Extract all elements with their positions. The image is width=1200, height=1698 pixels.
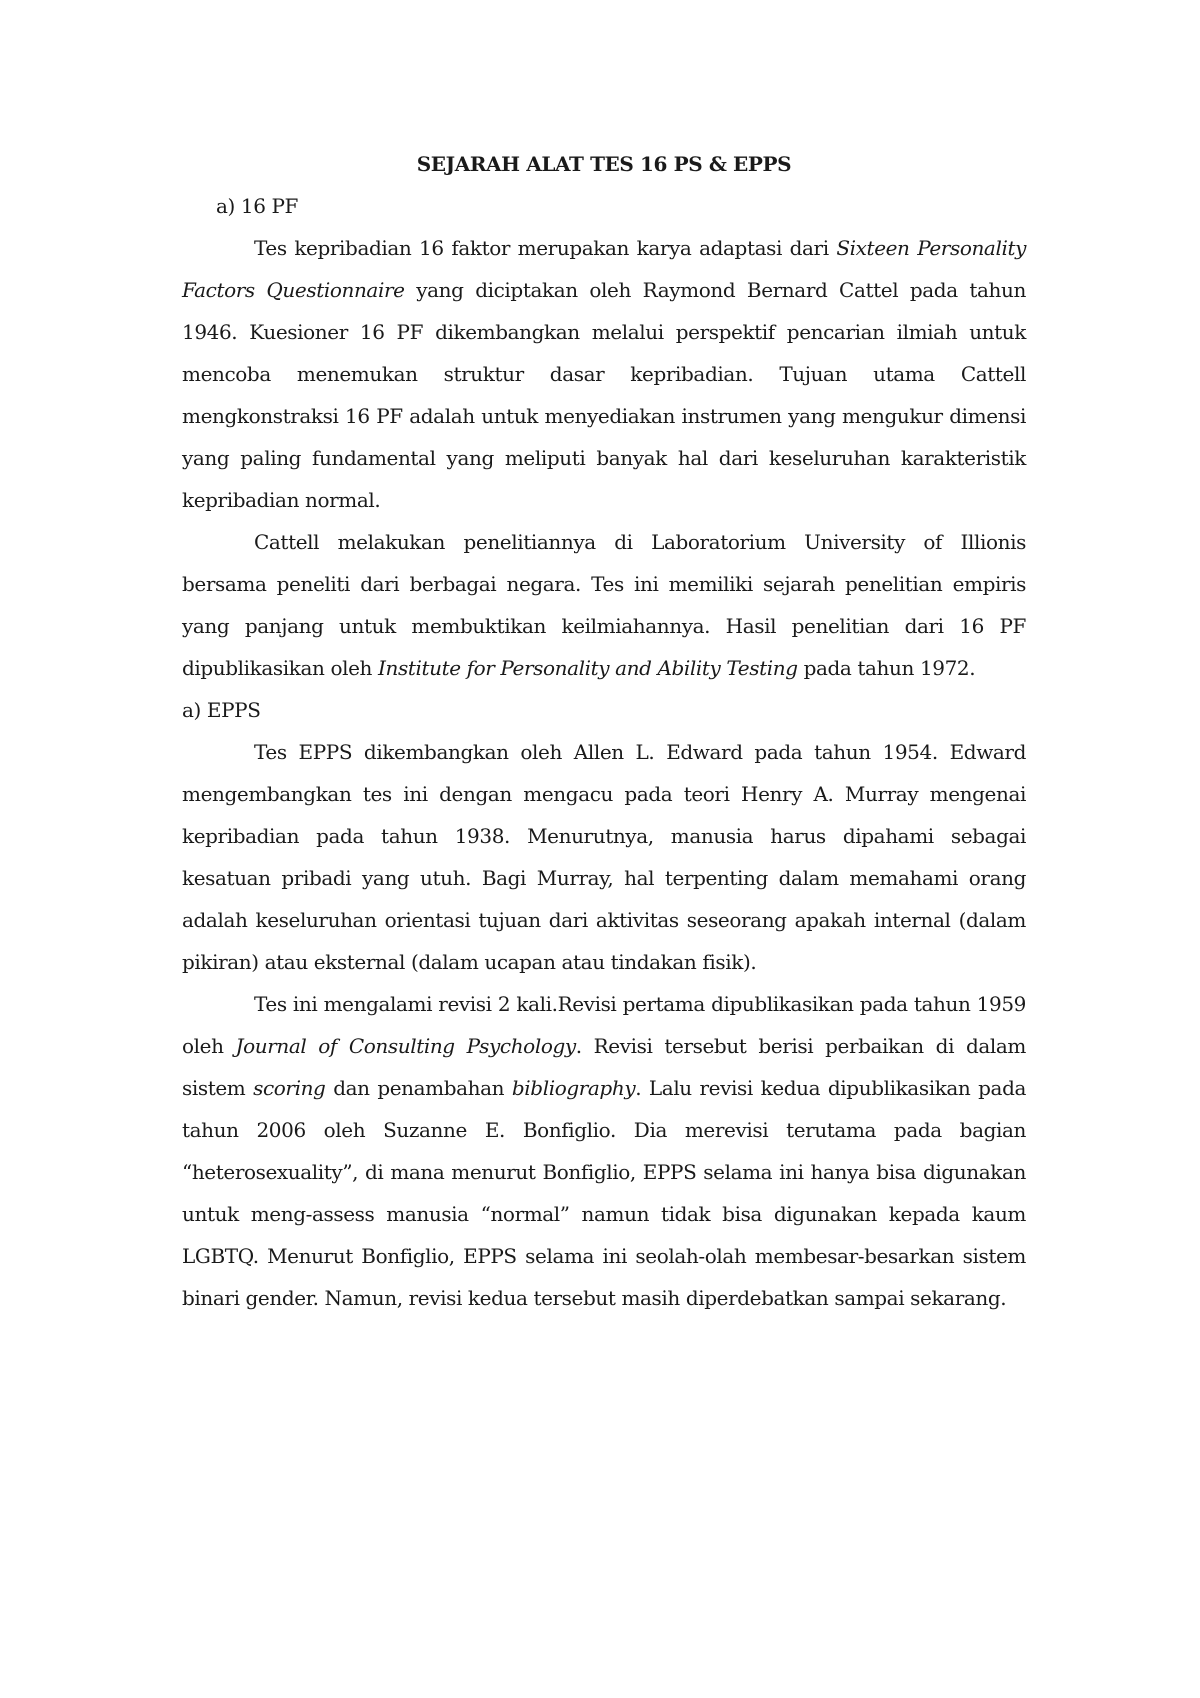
italic-text-run: Journal of Consulting Psychology bbox=[235, 1034, 576, 1058]
text-run: yang diciptakan oleh Raymond Bernard Cattel pada tahun 1946. Kuesioner 16 PF dikembangkan melalui perspektif pencarian ilmiah untuk mencoba menemukan struktur dasar kepribadian. Tujuan utama Cattell mengkonstraksi 16 PF adalah untuk menyediakan instrumen yang mengukur dimensi yang paling fundamental yang meliputi banyak hal dari keseluruhan karakteristik kepribadian normal. bbox=[182, 278, 1026, 512]
text-run: . Revisi tersebut berisi perbaikan di dalam sistem bbox=[182, 1034, 1026, 1100]
section-heading-16pf: a) 16 PF bbox=[216, 194, 299, 218]
italic-text-run: Institute for Personality and Ability Testing bbox=[377, 656, 798, 680]
text-run: pada tahun 1972. bbox=[797, 656, 976, 680]
text-run: Tes kepribadian 16 faktor merupakan karya adaptasi dari bbox=[254, 236, 837, 260]
text-run: Tes ini mengalami revisi 2 kali.Revisi pertama dipublikasikan pada tahun 1959 oleh bbox=[182, 992, 1026, 1058]
section-heading-epps: a) EPPS bbox=[182, 698, 261, 722]
text-run: dan penambahan bbox=[325, 1076, 512, 1100]
text-run: . Lalu revisi kedua dipublikasikan pada tahun 2006 oleh Suzanne E. Bonfiglio. Dia merevisi terutama pada bagian “heterosexuality”, di mana menurut Bonfiglio, EPPS selama ini hanya bisa digunakan untuk meng-assess manusia “normal” namun tidak bisa digunakan kepada kaum LGBTQ. Menurut Bonfiglio, EPPS selama ini seolah-olah membesar-besarkan sistem binari gender. Namun, revisi kedua tersebut masih diperdebatkan sampai sekarang. bbox=[182, 1076, 1026, 1310]
document-body bbox=[182, 143, 1026, 1319]
paragraph bbox=[182, 731, 1026, 983]
italic-text-run: scoring bbox=[253, 1076, 326, 1100]
italic-text-run: Sixteen Personality Factors Questionnaire bbox=[182, 236, 1026, 302]
paragraph bbox=[182, 521, 1026, 689]
paragraph bbox=[182, 227, 1026, 521]
document-title: SEJARAH ALAT TES 16 PS & EPPS bbox=[416, 152, 792, 176]
paragraph bbox=[182, 983, 1026, 1319]
text-run: Tes EPPS dikembangkan oleh Allen L. Edward pada tahun 1954. Edward mengembangkan tes ini dengan mengacu pada teori Henry A. Murray mengenai kepribadian pada tahun 1938. Menurutnya, manusia harus dipahami sebagai kesatuan pribadi yang utuh. Bagi Murray, hal terpenting dalam memahami orang adalah keseluruhan orientasi tujuan dari aktivitas seseorang apakah internal (dalam pikiran) atau eksternal (dalam ucapan atau tindakan fisik). bbox=[182, 740, 1026, 974]
text-run: Cattell melakukan penelitiannya di Laboratorium University of Illionis bersama peneliti dari berbagai negara. Tes ini memiliki sejarah penelitian empiris yang panjang untuk membuktikan keilmiahannya. Hasil penelitian dari 16 PF dipublikasikan oleh bbox=[182, 530, 1026, 680]
italic-text-run: bibliography bbox=[511, 1076, 636, 1100]
